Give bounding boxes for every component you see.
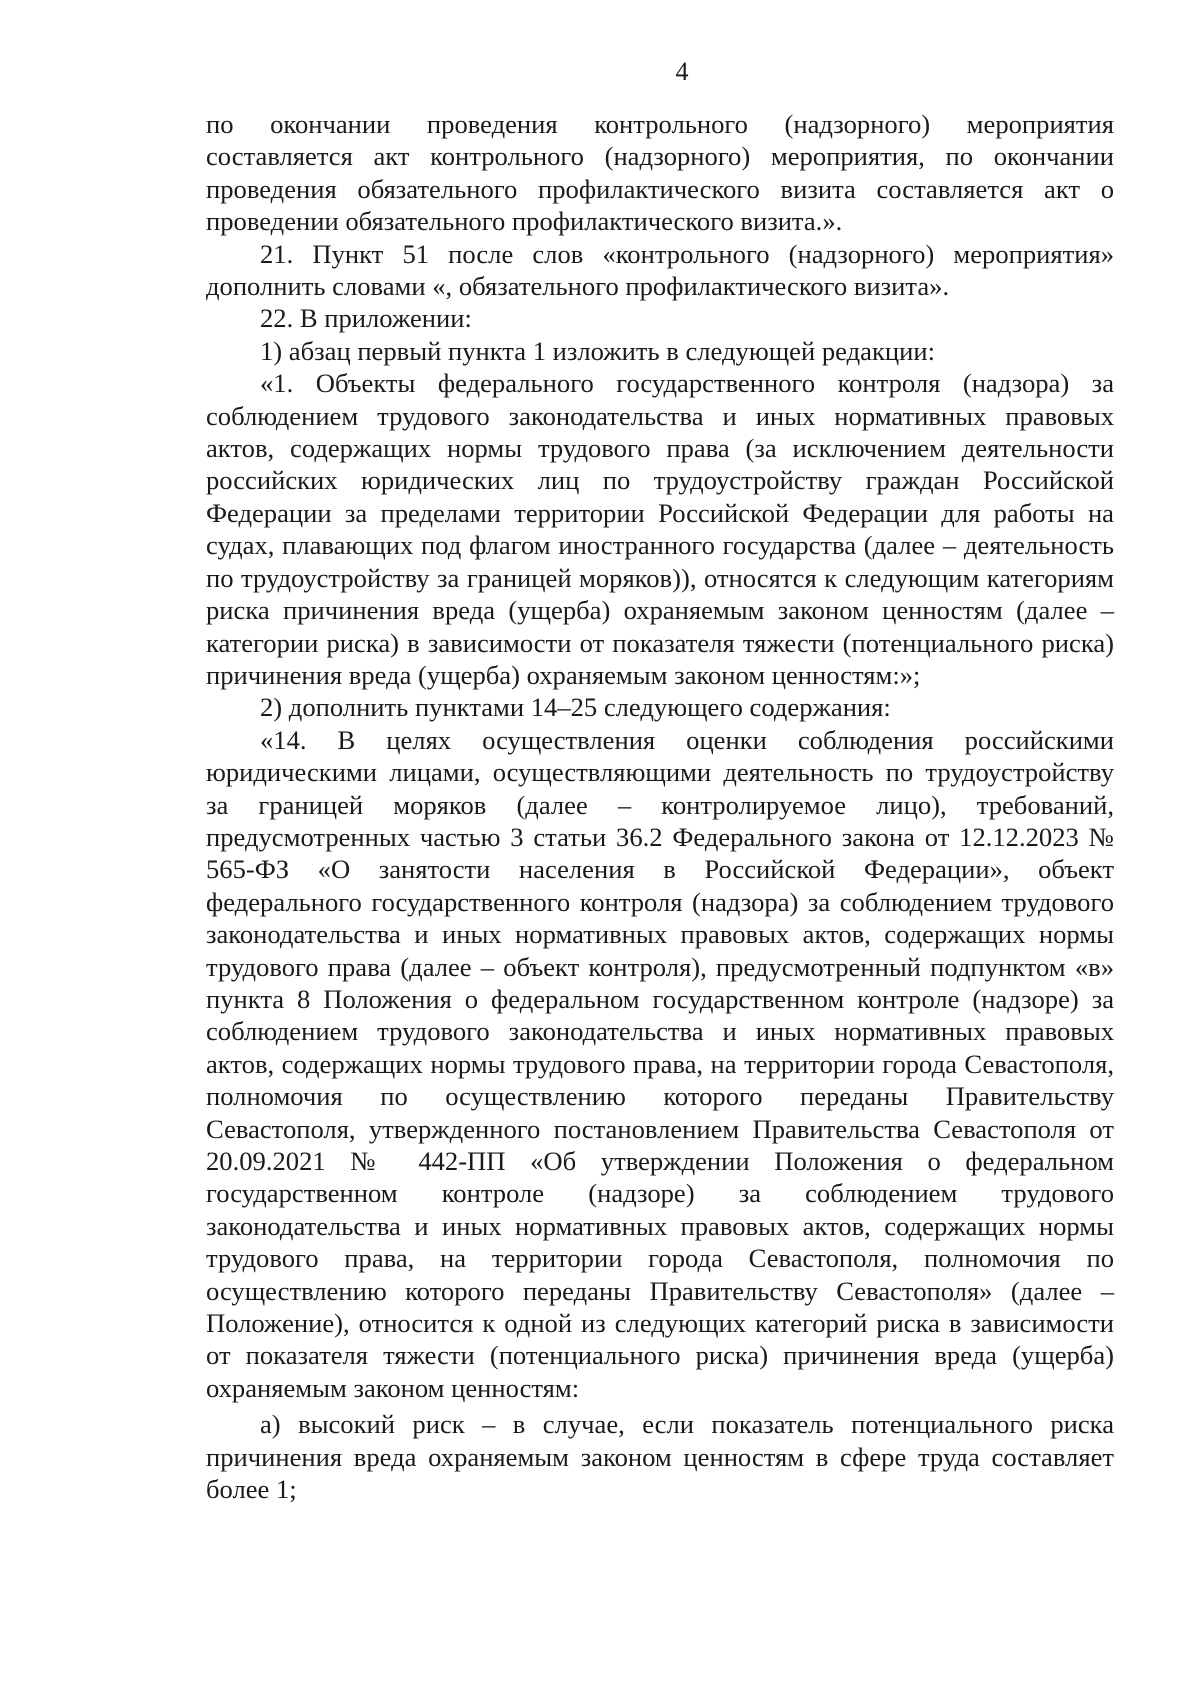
- paragraph-continuation: по окончании проведения контрольного (надзорного) мероприятия составляется акт контрольного (надзорного) мероприятия, по окончании проведения обязательного профилактического визита составляется акт о проведении обязательного профилактического визита.».: [206, 109, 1114, 237]
- paragraph-item-21: 21. Пункт 51 после слов «контрольного (надзорного) мероприятия» дополнить словами «, обязательного профилактического визита».: [206, 238, 1114, 302]
- paragraph-quoted-point-14: «14. В целях осуществления оценки соблюдения российскими юридическими лицами, осуществляющими деятельность по трудоустройству за границей моряков (далее – контролируемое лицо), требований, предусмотренных частью 3 статьи 36.2 Федерального закона от 12.12.2023 № 565-ФЗ «О занятости населения в Российской Федерации», объект федерального государственного контроля (надзора) за соблюдением трудового законодательства и иных нормативных правовых актов, содержащих нормы трудового права (далее – объект контроля), предусмотренный подпунктом «в» пункта 8 Положения о федеральном государственном контроле (надзоре) за соблюдением трудового законодательства и иных нормативных правовых актов, содержащих нормы трудового права, на территории города Севастополя, полномочия по осуществлению которого переданы Правительству Севастополя, утвержденного постановлением Правительства Севастополя от 20.09.2021 № 442-ПП «Об утверждении Положения о федеральном государственном контроле (надзоре) за соблюдением трудового законодательства и иных нормативных правовых актов, содержащих нормы трудового права, на территории города Севастополя, полномочия по осуществлению которого переданы Правительству Севастополя» (далее – Положение), относится к одной из следующих категорий риска в зависимости от показателя тяжести (потенциального риска) причинения вреда (ущерба) охраняемым законом ценностям:: [206, 724, 1114, 1403]
- paragraph-item-22: 22. В приложении:: [260, 303, 472, 334]
- paragraph-quoted-point-1: «1. Объекты федерального государственного контроля (надзора) за соблюдением трудового законодательства и иных нормативных правовых актов, содержащих нормы трудового права (за исключением деятельности российских юридических лиц по трудоустройству граждан Российской Федерации за пределами территории Российской Федерации для работы на судах, плавающих под флагом иностранного государства (далее – деятельность по трудоустройству за границей моряков)), относятся к следующим категориям риска причинения вреда (ущерба) охраняемым законом ценностям (далее – категории риска) в зависимости от показателя тяжести (потенциального риска) причинения вреда (ущерба) охраняемым законом ценностям:»;: [206, 368, 1114, 690]
- paragraph-high-risk: а) высокий риск – в случае, если показатель потенциального риска причинения вреда охраняемым законом ценностям в сфере труда составляет более 1;: [206, 1409, 1114, 1505]
- paragraph-subitem-2: 2) дополнить пунктами 14–25 следующего содержания:: [260, 692, 891, 723]
- page-number: 4: [675, 57, 689, 86]
- document-body: [206, 108, 1114, 1505]
- paragraph-subitem-1: 1) абзац первый пункта 1 изложить в следующей редакции:: [260, 335, 935, 366]
